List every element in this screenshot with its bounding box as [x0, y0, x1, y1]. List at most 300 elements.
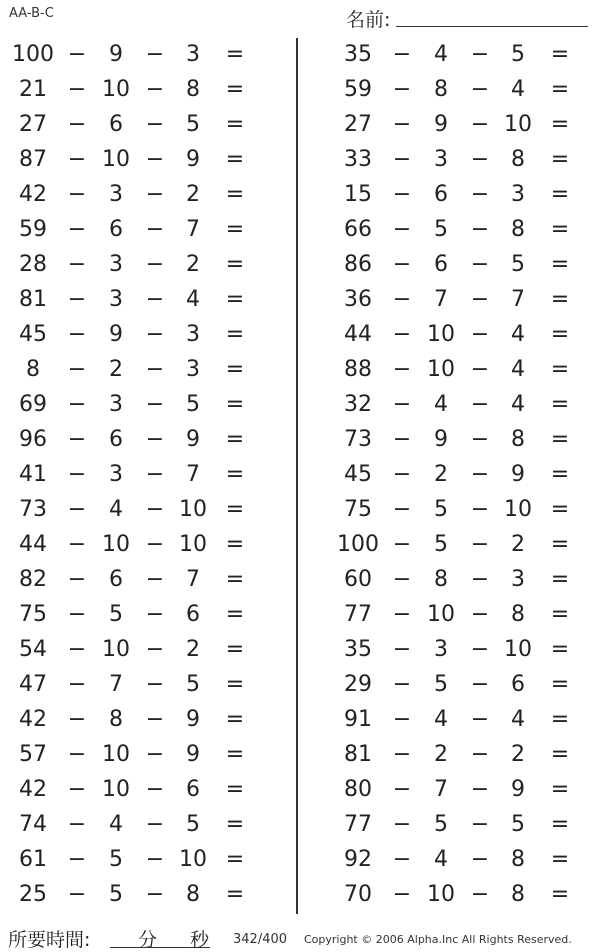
minus-sign: − — [470, 532, 490, 557]
problem-row — [325, 248, 600, 283]
minus-sign: − — [67, 42, 87, 67]
equals-sign: = — [550, 42, 570, 67]
name-underline — [396, 26, 588, 27]
subtrahend-2: 5 — [186, 672, 200, 697]
minuend: 73 — [19, 497, 47, 522]
minuend: 33 — [344, 147, 372, 172]
subtrahend-1: 2 — [109, 357, 123, 382]
subtrahend-2: 4 — [511, 707, 525, 732]
problem-row — [325, 528, 600, 563]
minus-sign: − — [145, 357, 165, 382]
subtrahend-1: 6 — [434, 252, 448, 277]
subtrahend-2: 3 — [186, 42, 200, 67]
minus-sign: − — [67, 707, 87, 732]
subtrahend-2: 8 — [511, 217, 525, 242]
problem-row — [325, 598, 600, 633]
minus-sign: − — [67, 777, 87, 802]
problem-row — [325, 773, 600, 808]
minuend: 59 — [19, 217, 47, 242]
problem-row — [0, 143, 280, 178]
subtrahend-1: 8 — [109, 707, 123, 732]
minus-sign: − — [67, 637, 87, 662]
subtrahend-2: 8 — [511, 882, 525, 907]
equals-sign: = — [550, 777, 570, 802]
problem-row — [0, 808, 280, 843]
minuend: 74 — [19, 812, 47, 837]
minus-sign: − — [145, 462, 165, 487]
minus-sign: − — [470, 182, 490, 207]
problem-row — [325, 388, 600, 423]
subtrahend-2: 5 — [186, 812, 200, 837]
subtrahend-1: 4 — [434, 392, 448, 417]
problem-row — [325, 493, 600, 528]
subtrahend-1: 6 — [109, 427, 123, 452]
subtrahend-1: 7 — [434, 777, 448, 802]
minus-sign: − — [470, 812, 490, 837]
minuend: 27 — [344, 112, 372, 137]
problem-row — [325, 318, 600, 353]
problem-row — [325, 808, 600, 843]
subtrahend-2: 6 — [186, 602, 200, 627]
minuend: 42 — [19, 777, 47, 802]
minuend: 86 — [344, 252, 372, 277]
minus-sign: − — [470, 707, 490, 732]
equals-sign: = — [550, 147, 570, 172]
subtrahend-1: 9 — [434, 112, 448, 137]
minus-sign: − — [392, 42, 412, 67]
problem-row — [325, 178, 600, 213]
minus-sign: − — [145, 602, 165, 627]
subtrahend-2: 7 — [186, 567, 200, 592]
minuend: 47 — [19, 672, 47, 697]
worksheet-code: AA-B-C — [9, 6, 54, 21]
minus-sign: − — [67, 147, 87, 172]
equals-sign: = — [225, 672, 245, 697]
subtrahend-1: 3 — [109, 287, 123, 312]
minus-sign: − — [470, 882, 490, 907]
equals-sign: = — [550, 392, 570, 417]
equals-sign: = — [550, 182, 570, 207]
minuend: 21 — [19, 77, 47, 102]
subtrahend-2: 7 — [186, 462, 200, 487]
minus-sign: − — [145, 147, 165, 172]
subtrahend-1: 8 — [434, 77, 448, 102]
minus-sign: − — [392, 392, 412, 417]
equals-sign: = — [225, 217, 245, 242]
minus-sign: − — [145, 847, 165, 872]
problem-row — [325, 213, 600, 248]
minus-sign: − — [67, 287, 87, 312]
subtrahend-2: 10 — [179, 532, 207, 557]
subtrahend-1: 5 — [109, 847, 123, 872]
subtrahend-2: 5 — [186, 112, 200, 137]
equals-sign: = — [225, 322, 245, 347]
minuend: 35 — [344, 42, 372, 67]
equals-sign: = — [550, 357, 570, 382]
minuend: 8 — [26, 357, 40, 382]
subtrahend-1: 5 — [434, 217, 448, 242]
equals-sign: = — [550, 532, 570, 557]
minus-sign: − — [392, 882, 412, 907]
subtrahend-1: 5 — [109, 602, 123, 627]
subtrahend-2: 4 — [511, 322, 525, 347]
minus-sign: − — [392, 637, 412, 662]
minuend: 25 — [19, 882, 47, 907]
equals-sign: = — [225, 147, 245, 172]
minus-sign: − — [470, 637, 490, 662]
problem-row — [325, 283, 600, 318]
time-taken-label: 所要時間: — [8, 929, 91, 951]
minus-sign: − — [145, 287, 165, 312]
minus-sign: − — [470, 357, 490, 382]
subtrahend-2: 9 — [186, 427, 200, 452]
minus-sign: − — [67, 357, 87, 382]
subtrahend-2: 3 — [511, 567, 525, 592]
subtrahend-1: 3 — [109, 462, 123, 487]
minus-sign: − — [470, 672, 490, 697]
problem-row — [0, 878, 280, 913]
problem-row — [325, 73, 600, 108]
minus-sign: − — [67, 497, 87, 522]
problem-row — [325, 633, 600, 668]
time-taken-field[interactable] — [8, 925, 228, 951]
minus-sign: − — [67, 392, 87, 417]
minuend: 41 — [19, 462, 47, 487]
minus-sign: − — [392, 112, 412, 137]
problem-row — [0, 633, 280, 668]
minus-sign: − — [67, 182, 87, 207]
equals-sign: = — [550, 217, 570, 242]
minus-sign: − — [392, 602, 412, 627]
minus-sign: − — [470, 742, 490, 767]
subtrahend-1: 7 — [109, 672, 123, 697]
problem-row — [0, 73, 280, 108]
minuend: 15 — [344, 182, 372, 207]
equals-sign: = — [550, 567, 570, 592]
minus-sign: − — [67, 882, 87, 907]
page-number: 342/400 — [233, 932, 288, 947]
minuend: 77 — [344, 812, 372, 837]
minus-sign: − — [470, 602, 490, 627]
subtrahend-1: 10 — [427, 602, 455, 627]
subtrahend-2: 7 — [186, 217, 200, 242]
subtrahend-2: 2 — [511, 532, 525, 557]
minuend: 77 — [344, 602, 372, 627]
equals-sign: = — [550, 77, 570, 102]
minus-sign: − — [67, 812, 87, 837]
equals-sign: = — [225, 812, 245, 837]
minus-sign: − — [145, 252, 165, 277]
minuend: 92 — [344, 847, 372, 872]
equals-sign: = — [550, 427, 570, 452]
subtrahend-2: 5 — [511, 812, 525, 837]
subtrahend-1: 6 — [434, 182, 448, 207]
equals-sign: = — [550, 812, 570, 837]
problem-row — [325, 843, 600, 878]
minus-sign: − — [470, 567, 490, 592]
minuend: 75 — [344, 497, 372, 522]
minuend: 42 — [19, 707, 47, 732]
minuend: 57 — [19, 742, 47, 767]
minus-sign: − — [470, 77, 490, 102]
minus-sign: − — [145, 707, 165, 732]
minus-sign: − — [145, 77, 165, 102]
subtrahend-1: 6 — [109, 112, 123, 137]
subtrahend-2: 9 — [511, 462, 525, 487]
problem-row — [0, 213, 280, 248]
subtrahend-2: 8 — [511, 602, 525, 627]
subtrahend-2: 5 — [511, 252, 525, 277]
equals-sign: = — [225, 287, 245, 312]
subtrahend-1: 9 — [434, 427, 448, 452]
minus-sign: − — [470, 462, 490, 487]
minus-sign: − — [470, 252, 490, 277]
minuend: 82 — [19, 567, 47, 592]
minus-sign: − — [145, 322, 165, 347]
minus-sign: − — [67, 602, 87, 627]
subtrahend-1: 8 — [434, 567, 448, 592]
minus-sign: − — [392, 532, 412, 557]
problem-row — [0, 493, 280, 528]
minus-sign: − — [470, 392, 490, 417]
minus-sign: − — [392, 812, 412, 837]
minuend: 73 — [344, 427, 372, 452]
problem-row — [325, 458, 600, 493]
equals-sign: = — [225, 427, 245, 452]
minuend: 42 — [19, 182, 47, 207]
subtrahend-2: 9 — [511, 777, 525, 802]
equals-sign: = — [225, 637, 245, 662]
minus-sign: − — [145, 182, 165, 207]
subtrahend-1: 10 — [102, 777, 130, 802]
equals-sign: = — [225, 462, 245, 487]
problem-row — [0, 458, 280, 493]
minus-sign: − — [470, 217, 490, 242]
minuend: 66 — [344, 217, 372, 242]
minus-sign: − — [470, 427, 490, 452]
equals-sign: = — [550, 287, 570, 312]
minus-sign: − — [67, 217, 87, 242]
problem-row — [325, 353, 600, 388]
subtrahend-2: 2 — [511, 742, 525, 767]
minus-sign: − — [145, 42, 165, 67]
minuend: 87 — [19, 147, 47, 172]
minus-sign: − — [470, 147, 490, 172]
problem-row — [325, 108, 600, 143]
equals-sign: = — [225, 497, 245, 522]
minus-sign: − — [392, 672, 412, 697]
problem-column-left — [0, 38, 280, 913]
name-field[interactable] — [346, 5, 588, 31]
minus-sign: − — [67, 322, 87, 347]
minus-sign: − — [145, 427, 165, 452]
minuend: 61 — [19, 847, 47, 872]
subtrahend-1: 6 — [109, 567, 123, 592]
minuend: 100 — [337, 532, 379, 557]
subtrahend-2: 9 — [186, 147, 200, 172]
minus-sign: − — [67, 742, 87, 767]
problem-row — [325, 423, 600, 458]
equals-sign: = — [225, 77, 245, 102]
problem-row — [0, 318, 280, 353]
subtrahend-1: 7 — [434, 287, 448, 312]
subtrahend-2: 2 — [186, 637, 200, 662]
minus-sign: − — [470, 112, 490, 137]
equals-sign: = — [225, 567, 245, 592]
subtrahend-1: 5 — [434, 532, 448, 557]
subtrahend-1: 4 — [109, 497, 123, 522]
problem-row — [325, 878, 600, 913]
equals-sign: = — [225, 112, 245, 137]
minus-sign: − — [67, 77, 87, 102]
subtrahend-2: 8 — [511, 147, 525, 172]
minus-sign: − — [145, 112, 165, 137]
equals-sign: = — [550, 252, 570, 277]
minus-sign: − — [392, 462, 412, 487]
subtrahend-2: 4 — [511, 357, 525, 382]
subtrahend-2: 8 — [511, 427, 525, 452]
subtrahend-1: 3 — [109, 182, 123, 207]
subtrahend-1: 5 — [434, 812, 448, 837]
minuend: 44 — [19, 532, 47, 557]
minuend: 28 — [19, 252, 47, 277]
minuend: 75 — [19, 602, 47, 627]
subtrahend-1: 4 — [109, 812, 123, 837]
minuend: 81 — [19, 287, 47, 312]
minus-sign: − — [392, 567, 412, 592]
subtrahend-1: 3 — [109, 392, 123, 417]
subtrahend-1: 6 — [109, 217, 123, 242]
subtrahend-1: 5 — [434, 672, 448, 697]
minus-sign: − — [145, 672, 165, 697]
minuend: 44 — [344, 322, 372, 347]
equals-sign: = — [550, 742, 570, 767]
subtrahend-2: 5 — [186, 392, 200, 417]
problem-row — [0, 773, 280, 808]
subtrahend-2: 3 — [186, 322, 200, 347]
subtrahend-2: 10 — [504, 637, 532, 662]
problem-row — [0, 598, 280, 633]
problem-row — [325, 38, 600, 73]
minus-sign: − — [392, 847, 412, 872]
subtrahend-2: 10 — [179, 497, 207, 522]
column-divider — [296, 38, 298, 914]
name-label: 名前: — [346, 9, 391, 31]
minus-sign: − — [470, 777, 490, 802]
equals-sign: = — [225, 742, 245, 767]
equals-sign: = — [225, 532, 245, 557]
problem-row — [325, 143, 600, 178]
seconds-label: 秒 — [190, 929, 210, 951]
subtrahend-1: 10 — [102, 77, 130, 102]
equals-sign: = — [550, 322, 570, 347]
minus-sign: − — [392, 217, 412, 242]
subtrahend-1: 3 — [434, 147, 448, 172]
problem-row — [0, 563, 280, 598]
subtrahend-2: 4 — [511, 77, 525, 102]
subtrahend-2: 8 — [186, 882, 200, 907]
minuend: 96 — [19, 427, 47, 452]
equals-sign: = — [225, 357, 245, 382]
equals-sign: = — [225, 847, 245, 872]
subtrahend-1: 4 — [434, 707, 448, 732]
subtrahend-2: 3 — [511, 182, 525, 207]
minus-sign: − — [392, 252, 412, 277]
minus-sign: − — [67, 532, 87, 557]
subtrahend-2: 9 — [186, 742, 200, 767]
subtrahend-1: 10 — [102, 532, 130, 557]
subtrahend-2: 6 — [186, 777, 200, 802]
subtrahend-1: 10 — [427, 357, 455, 382]
equals-sign: = — [550, 672, 570, 697]
minuend: 69 — [19, 392, 47, 417]
subtrahend-1: 9 — [109, 322, 123, 347]
subtrahend-1: 10 — [102, 147, 130, 172]
copyright-notice: Copyright © 2006 Alpha.Inc All Rights Reserved. — [304, 933, 572, 946]
minus-sign: − — [145, 392, 165, 417]
minus-sign: − — [67, 462, 87, 487]
minus-sign: − — [392, 427, 412, 452]
problem-row — [0, 703, 280, 738]
minuend: 36 — [344, 287, 372, 312]
subtrahend-1: 2 — [434, 462, 448, 487]
minuend: 54 — [19, 637, 47, 662]
minuend: 45 — [19, 322, 47, 347]
minuend: 59 — [344, 77, 372, 102]
subtrahend-2: 3 — [186, 357, 200, 382]
equals-sign: = — [550, 637, 570, 662]
minus-sign: − — [470, 287, 490, 312]
subtrahend-2: 10 — [179, 847, 207, 872]
minuend: 32 — [344, 392, 372, 417]
minus-sign: − — [67, 427, 87, 452]
minus-sign: − — [145, 497, 165, 522]
minuend: 100 — [12, 42, 54, 67]
subtrahend-2: 4 — [186, 287, 200, 312]
minus-sign: − — [392, 147, 412, 172]
minus-sign: − — [145, 637, 165, 662]
minuend: 60 — [344, 567, 372, 592]
equals-sign: = — [225, 602, 245, 627]
equals-sign: = — [225, 882, 245, 907]
problem-row — [0, 178, 280, 213]
equals-sign: = — [225, 252, 245, 277]
minus-sign: − — [67, 112, 87, 137]
problem-row — [0, 388, 280, 423]
problem-row — [325, 703, 600, 738]
minus-sign: − — [392, 77, 412, 102]
problem-row — [0, 353, 280, 388]
equals-sign: = — [225, 42, 245, 67]
minus-sign: − — [470, 42, 490, 67]
problem-row — [325, 738, 600, 773]
subtrahend-1: 4 — [434, 42, 448, 67]
minuend: 35 — [344, 637, 372, 662]
subtrahend-2: 9 — [186, 707, 200, 732]
problem-row — [0, 248, 280, 283]
minutes-label: 分 — [138, 929, 158, 951]
subtrahend-1: 3 — [434, 637, 448, 662]
minus-sign: − — [67, 672, 87, 697]
subtrahend-2: 7 — [511, 287, 525, 312]
equals-sign: = — [550, 602, 570, 627]
subtrahend-1: 10 — [102, 742, 130, 767]
subtrahend-2: 10 — [504, 497, 532, 522]
subtrahend-2: 8 — [511, 847, 525, 872]
subtrahend-1: 4 — [434, 847, 448, 872]
equals-sign: = — [225, 707, 245, 732]
minuend: 45 — [344, 462, 372, 487]
